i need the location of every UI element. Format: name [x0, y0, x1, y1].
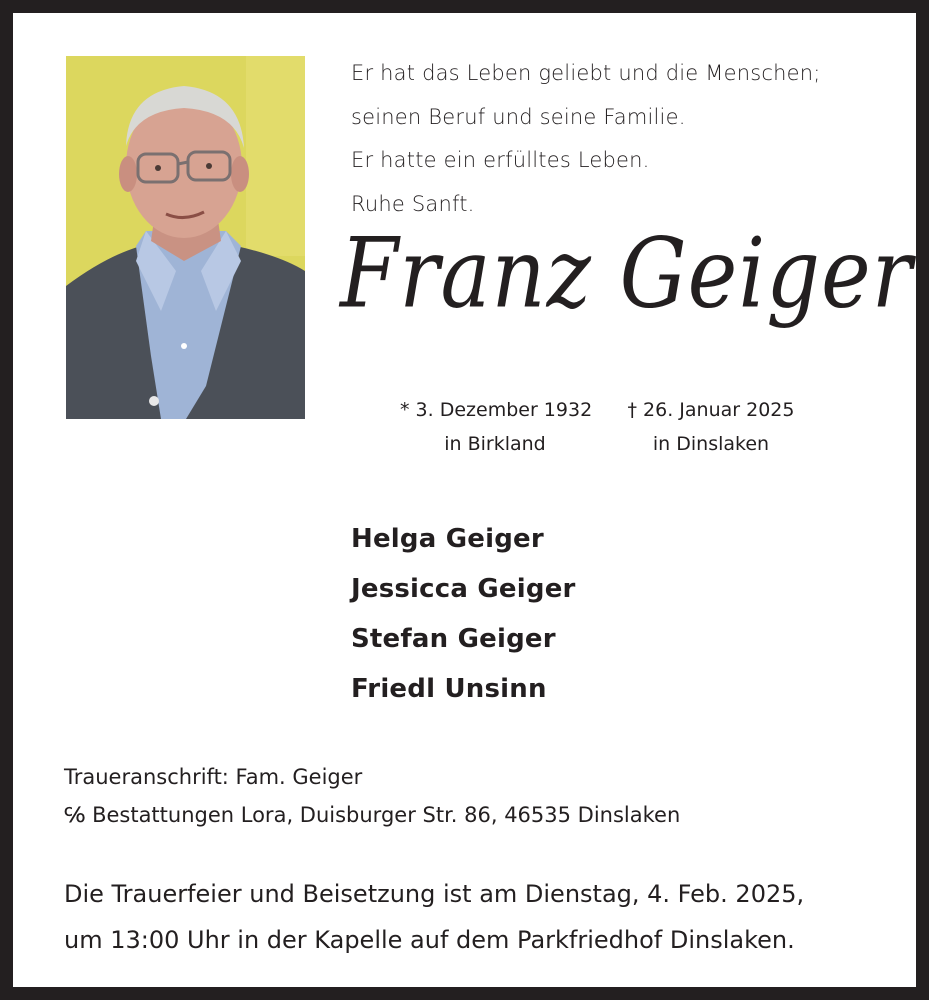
- memorial-poem: [351, 52, 821, 226]
- ceremony-notice: [64, 871, 804, 963]
- portrait-photo: [66, 56, 305, 419]
- birth-info: [400, 393, 593, 461]
- death-info: [620, 393, 802, 461]
- birth-date: * 3. Dezember 1932: [400, 399, 593, 421]
- mourning-address: [64, 758, 680, 834]
- mourner-name: Friedl Unsinn: [351, 674, 547, 704]
- address-line: ℅ Bestattungen Lora, Duisburger Str. 86, 46535 Dinslaken: [64, 803, 681, 827]
- ceremony-line: Die Trauerfeier und Beisetzung ist am Dienstag, 4. Feb. 2025,: [64, 880, 805, 908]
- poem-line: Ruhe Sanft.: [351, 191, 475, 216]
- mourners-list: [351, 514, 576, 714]
- birth-place: in Birkland: [444, 433, 546, 455]
- deceased-name: Franz Geiger: [340, 216, 913, 330]
- poem-line: Er hatte ein erfülltes Leben.: [351, 148, 650, 172]
- address-line: Traueranschrift: Fam. Geiger: [64, 765, 363, 789]
- poem-line: Er hat das Leben geliebt und die Menschen;: [351, 61, 821, 85]
- mourner-name: Jessicca Geiger: [351, 574, 576, 604]
- mourner-name: Helga Geiger: [351, 524, 544, 554]
- death-place: in Dinslaken: [652, 433, 770, 455]
- ceremony-line: um 13:00 Uhr in der Kapelle auf dem Parkfriedhof Dinslaken.: [64, 926, 795, 954]
- mourner-name: Stefan Geiger: [351, 624, 556, 654]
- death-date: † 26. Januar 2025: [627, 399, 795, 421]
- poem-line: seinen Beruf und seine Familie.: [351, 104, 686, 129]
